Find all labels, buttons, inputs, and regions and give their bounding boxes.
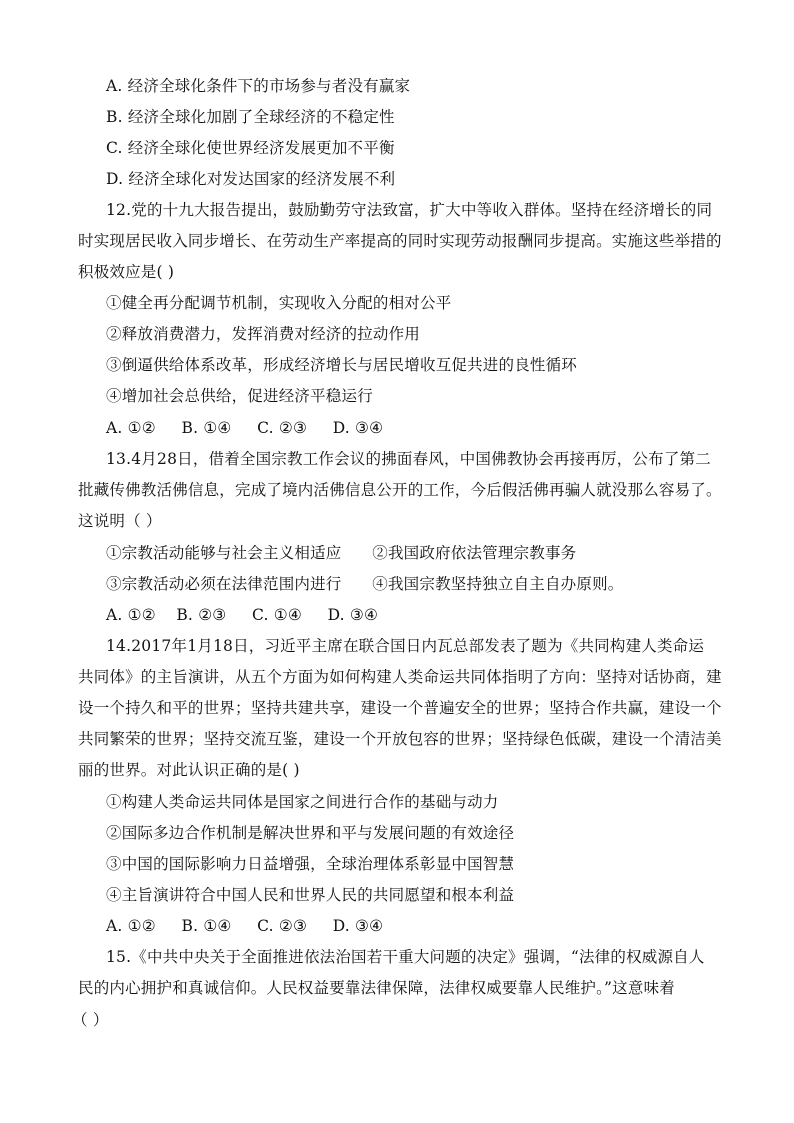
q13-item-row: ①宗教活动能够与社会主义相适应 ②我国政府依法管理宗教事务 [106,544,577,562]
q14-stem-line: 丽的世界。对此认识正确的是( ) [78,761,300,779]
q11-option-d: D. 经济全球化对发达国家的经济发展不利 [106,170,396,188]
q15-stem-line: 民的内心拥护和真诚信仰。人民权益要靠法律保障，法律权威要靠人民维护。”这意味着 [78,979,675,997]
q14-item: ③中国的国际影响力日益增强，全球治理体系彰显中国智慧 [106,855,515,873]
q14-stem-line: 设一个持久和平的世界；坚持共建共享，建设一个普遍安全的世界；坚持合作共赢，建设一个 [78,699,722,717]
q14-stem-line: 共同繁荣的世界；坚持交流互鉴，建设一个开放包容的世界；坚持绿色低碳，建设一个清洁美 [78,730,722,748]
q12-item: ③倒逼供给体系改革，形成经济增长与居民增收互促共进的良性循环 [106,356,578,374]
q14-choices: A. ①② B. ①④ C. ②③ D. ③④ [106,917,384,935]
q14-item: ②国际多边合作机制是解决世界和平与发展问题的有效途径 [106,824,515,842]
q11-option-a: A. 经济全球化条件下的市场参与者没有赢家 [106,77,411,95]
q13-stem-line: 批藏传佛教活佛信息，完成了境内活佛信息公开的工作，今后假活佛再骗人就没那么容易了。 [78,481,722,499]
q12-stem-line: 12.党的十九大报告提出，鼓励勤劳守法致富，扩大中等收入群体。坚持在经济增长的同 [106,201,713,219]
q13-stem-line: 这说明（ ） [78,512,162,530]
q12-item: ①健全再分配调节机制，实现收入分配的相对公平 [106,294,452,312]
q14-stem-line: 共同体》的主旨演讲，从五个方面为如何构建人类命运共同体指明了方向：坚持对话协商，建 [78,668,722,686]
q14-item: ①构建人类命运共同体是国家之间进行合作的基础与动力 [106,793,499,811]
q15-answer-blank: （ ） [72,1011,109,1029]
q11-option-c: C. 经济全球化使世界经济发展更加不平衡 [106,139,395,157]
q12-item: ②释放消费潜力，发挥消费对经济的拉动作用 [106,325,421,343]
q15-stem-line: 15.《中共中央关于全面推进依法治国若干重大问题的决定》强调，“法律的权威源自人 [106,948,705,966]
q13-choices: A. ①② B. ②③ C. ①④ D. ③④ [106,606,379,624]
q13-item-row: ③宗教活动必须在法律范围内进行 ④我国宗教坚持独立自主自办原则。 [106,575,624,593]
q14-stem-line: 14.2017年1月18日，习近平主席在联合国日内瓦总部发表了题为《共同构建人类命运 [106,637,705,655]
q14-item: ④主旨演讲符合中国人民和世界人民的共同愿望和根本利益 [106,886,515,904]
q12-choices: A. ①② B. ①④ C. ②③ D. ③④ [106,419,384,437]
q12-stem-line: 时实现居民收入同步增长、在劳动生产率提高的同时实现劳动报酬同步提高。实施这些举措的 [78,232,722,250]
q12-item: ④增加社会总供给，促进经济平稳运行 [106,387,373,405]
q13-stem-line: 13.4月28日，借着全国宗教工作会议的拂面春风，中国佛教协会再接再厉，公布了第二 [106,450,711,468]
q11-option-b: B. 经济全球化加剧了全球经济的不稳定性 [106,108,395,126]
q12-stem-line: 积极效应是( ) [78,263,175,281]
